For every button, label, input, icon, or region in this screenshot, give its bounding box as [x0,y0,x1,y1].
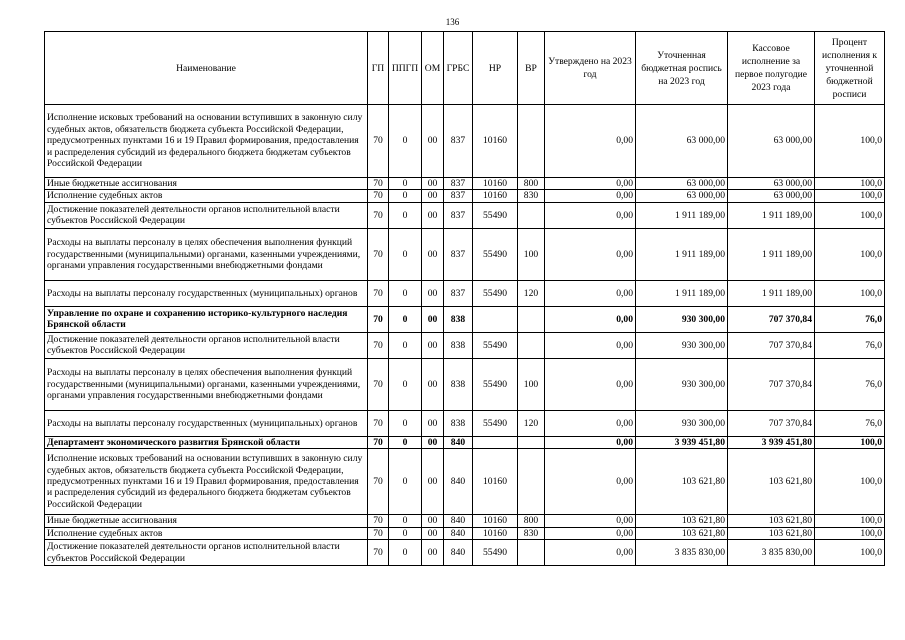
cell-grbs: 838 [444,358,473,410]
cell-approved: 0,00 [545,306,636,332]
row-name: Достижение показателей деятельности органов исполнительной власти субъектов Российской Федерации [45,332,368,358]
cell-om: 00 [422,178,444,190]
cell-refined: 930 300,00 [636,332,728,358]
cell-vr [518,436,545,448]
cell-nr: 10160 [473,449,518,515]
row-name: Управление по охране и сохранению историко-культурного наследия Брянской области [45,306,368,332]
cell-percent: 76,0 [815,358,885,410]
table-row [45,358,885,410]
cell-grbs: 840 [444,540,473,566]
table-row [45,515,885,527]
cell-cash: 103 621,80 [728,449,815,515]
column-header: ОМ [422,32,444,105]
column-header: ГП [368,32,389,105]
cell-gp: 70 [368,515,389,527]
table-row [45,178,885,190]
cell-om: 00 [422,228,444,280]
cell-cash: 707 370,84 [728,358,815,410]
cell-vr: 830 [518,527,545,539]
cell-om: 00 [422,332,444,358]
cell-ppgp: 0 [389,436,422,448]
cell-gp: 70 [368,280,389,306]
cell-cash: 103 621,80 [728,527,815,539]
cell-vr [518,332,545,358]
cell-percent: 100,0 [815,190,885,202]
column-header: Кассовое исполнение за первое полугодие 2023 года [728,32,815,105]
cell-om: 00 [422,306,444,332]
cell-cash: 3 835 830,00 [728,540,815,566]
cell-refined: 103 621,80 [636,527,728,539]
column-header: Наименование [45,32,368,105]
cell-nr: 10160 [473,527,518,539]
cell-vr: 100 [518,228,545,280]
cell-ppgp: 0 [389,202,422,228]
cell-percent: 76,0 [815,306,885,332]
cell-gp: 70 [368,306,389,332]
table-row [45,105,885,178]
table-row [45,280,885,306]
cell-nr: 10160 [473,515,518,527]
cell-grbs: 840 [444,449,473,515]
cell-nr: 10160 [473,190,518,202]
cell-vr [518,306,545,332]
cell-percent: 100,0 [815,228,885,280]
cell-nr: 10160 [473,105,518,178]
cell-cash: 707 370,84 [728,332,815,358]
cell-ppgp: 0 [389,306,422,332]
cell-refined: 1 911 189,00 [636,228,728,280]
cell-gp: 70 [368,449,389,515]
table-row [45,202,885,228]
cell-nr [473,306,518,332]
table-row [45,332,885,358]
cell-cash: 63 000,00 [728,105,815,178]
cell-approved: 0,00 [545,105,636,178]
cell-refined: 103 621,80 [636,449,728,515]
cell-refined: 930 300,00 [636,306,728,332]
cell-refined: 930 300,00 [636,410,728,436]
cell-grbs: 837 [444,202,473,228]
cell-cash: 3 939 451,80 [728,436,815,448]
cell-nr: 55490 [473,202,518,228]
cell-vr [518,105,545,178]
cell-om: 00 [422,105,444,178]
cell-grbs: 840 [444,527,473,539]
cell-approved: 0,00 [545,358,636,410]
cell-percent: 100,0 [815,436,885,448]
table-row [45,190,885,202]
row-name: Департамент экономического развития Брянской области [45,436,368,448]
cell-percent: 100,0 [815,449,885,515]
cell-approved: 0,00 [545,449,636,515]
cell-cash: 63 000,00 [728,190,815,202]
cell-ppgp: 0 [389,358,422,410]
cell-om: 00 [422,449,444,515]
cell-vr: 120 [518,410,545,436]
cell-ppgp: 0 [389,410,422,436]
cell-nr: 55490 [473,540,518,566]
column-header: Утверждено на 2023 год [545,32,636,105]
cell-om: 00 [422,436,444,448]
cell-refined: 1 911 189,00 [636,202,728,228]
row-name: Иные бюджетные ассигнования [45,515,368,527]
cell-ppgp: 0 [389,515,422,527]
cell-approved: 0,00 [545,436,636,448]
cell-om: 00 [422,280,444,306]
row-name: Исполнение исковых требований на основании вступивших в законную силу судебных актов, обязательств бюджета субъекта Российской Федерации, предусмотренных пунктами 16 и 19 Правил формирования, предоставления и распределения субсидий из федерального бюджета бюджетам субъектов Российской Федерации [45,449,368,515]
cell-gp: 70 [368,178,389,190]
cell-cash: 63 000,00 [728,178,815,190]
cell-grbs: 838 [444,410,473,436]
cell-nr: 55490 [473,332,518,358]
cell-om: 00 [422,190,444,202]
cell-gp: 70 [368,527,389,539]
cell-refined: 1 911 189,00 [636,280,728,306]
cell-ppgp: 0 [389,449,422,515]
column-header: Уточненная бюджетная роспись на 2023 год [636,32,728,105]
cell-grbs: 837 [444,105,473,178]
row-name: Расходы на выплаты персоналу государственных (муниципальных) органов [45,410,368,436]
cell-grbs: 837 [444,190,473,202]
cell-refined: 930 300,00 [636,358,728,410]
cell-gp: 70 [368,358,389,410]
cell-nr: 55490 [473,228,518,280]
row-name: Исполнение исковых требований на основании вступивших в законную силу судебных актов, обязательств бюджета субъекта Российской Федерации, предусмотренных пунктами 16 и 19 Правил формирования, предоставления и распределения субсидий из федерального бюджета бюджетам субъектов Российской Федерации [45,105,368,178]
row-name: Расходы на выплаты персоналу в целях обеспечения выполнения функций государственными (муниципальными) органами, казенными учреждениями, органами управления государственными внебюджетными фондами [45,228,368,280]
cell-percent: 100,0 [815,280,885,306]
column-header: ВР [518,32,545,105]
budget-execution-table [44,31,885,566]
cell-vr: 800 [518,515,545,527]
cell-approved: 0,00 [545,540,636,566]
cell-nr: 55490 [473,410,518,436]
cell-approved: 0,00 [545,202,636,228]
cell-percent: 76,0 [815,332,885,358]
table-row [45,527,885,539]
table-row [45,410,885,436]
cell-cash: 1 911 189,00 [728,228,815,280]
cell-ppgp: 0 [389,105,422,178]
cell-ppgp: 0 [389,280,422,306]
cell-approved: 0,00 [545,280,636,306]
cell-om: 00 [422,410,444,436]
column-header: НР [473,32,518,105]
column-header: ППГП [389,32,422,105]
page-number: 136 [445,17,460,27]
cell-gp: 70 [368,202,389,228]
cell-gp: 70 [368,332,389,358]
cell-refined: 63 000,00 [636,190,728,202]
cell-cash: 103 621,80 [728,515,815,527]
cell-om: 00 [422,527,444,539]
cell-percent: 100,0 [815,178,885,190]
column-header: Процент исполнения к уточненной бюджетной росписи [815,32,885,105]
cell-grbs: 840 [444,436,473,448]
cell-approved: 0,00 [545,515,636,527]
cell-nr: 55490 [473,280,518,306]
row-name: Иные бюджетные ассигнования [45,178,368,190]
cell-grbs: 837 [444,280,473,306]
cell-percent: 100,0 [815,527,885,539]
row-name: Исполнение судебных актов [45,527,368,539]
cell-approved: 0,00 [545,410,636,436]
cell-approved: 0,00 [545,178,636,190]
cell-grbs: 840 [444,515,473,527]
cell-gp: 70 [368,410,389,436]
cell-vr [518,449,545,515]
table-row [45,306,885,332]
cell-om: 00 [422,540,444,566]
cell-percent: 100,0 [815,202,885,228]
cell-vr [518,540,545,566]
cell-ppgp: 0 [389,178,422,190]
cell-percent: 100,0 [815,515,885,527]
cell-gp: 70 [368,105,389,178]
cell-ppgp: 0 [389,540,422,566]
cell-ppgp: 0 [389,228,422,280]
cell-refined: 103 621,80 [636,515,728,527]
cell-grbs: 837 [444,228,473,280]
column-header: ГРБС [444,32,473,105]
table-row [45,228,885,280]
row-name: Расходы на выплаты персоналу государственных (муниципальных) органов [45,280,368,306]
cell-percent: 100,0 [815,105,885,178]
row-name: Достижение показателей деятельности органов исполнительной власти субъектов Российской Федерации [45,202,368,228]
cell-om: 00 [422,202,444,228]
cell-approved: 0,00 [545,228,636,280]
cell-refined: 63 000,00 [636,105,728,178]
cell-ppgp: 0 [389,332,422,358]
cell-vr: 830 [518,190,545,202]
cell-percent: 76,0 [815,410,885,436]
row-name: Исполнение судебных актов [45,190,368,202]
row-name: Расходы на выплаты персоналу в целях обеспечения выполнения функций государственными (муниципальными) органами, казенными учреждениями, органами управления государственными внебюджетными фондами [45,358,368,410]
cell-gp: 70 [368,436,389,448]
cell-grbs: 838 [444,332,473,358]
cell-approved: 0,00 [545,332,636,358]
cell-gp: 70 [368,540,389,566]
cell-nr [473,436,518,448]
cell-vr: 120 [518,280,545,306]
cell-refined: 3 835 830,00 [636,540,728,566]
cell-gp: 70 [368,190,389,202]
cell-percent: 100,0 [815,540,885,566]
cell-cash: 1 911 189,00 [728,280,815,306]
table-row [45,449,885,515]
table-row [45,436,885,448]
cell-nr: 10160 [473,178,518,190]
cell-ppgp: 0 [389,190,422,202]
cell-nr: 55490 [473,358,518,410]
cell-om: 00 [422,515,444,527]
cell-refined: 63 000,00 [636,178,728,190]
cell-vr: 800 [518,178,545,190]
cell-cash: 707 370,84 [728,306,815,332]
cell-gp: 70 [368,228,389,280]
cell-cash: 707 370,84 [728,410,815,436]
table-row [45,540,885,566]
cell-om: 00 [422,358,444,410]
cell-vr [518,202,545,228]
cell-approved: 0,00 [545,190,636,202]
cell-vr: 100 [518,358,545,410]
cell-ppgp: 0 [389,527,422,539]
table-header-row [45,32,885,105]
cell-refined: 3 939 451,80 [636,436,728,448]
cell-approved: 0,00 [545,527,636,539]
cell-grbs: 837 [444,178,473,190]
cell-cash: 1 911 189,00 [728,202,815,228]
cell-grbs: 838 [444,306,473,332]
row-name: Достижение показателей деятельности органов исполнительной власти субъектов Российской Федерации [45,540,368,566]
